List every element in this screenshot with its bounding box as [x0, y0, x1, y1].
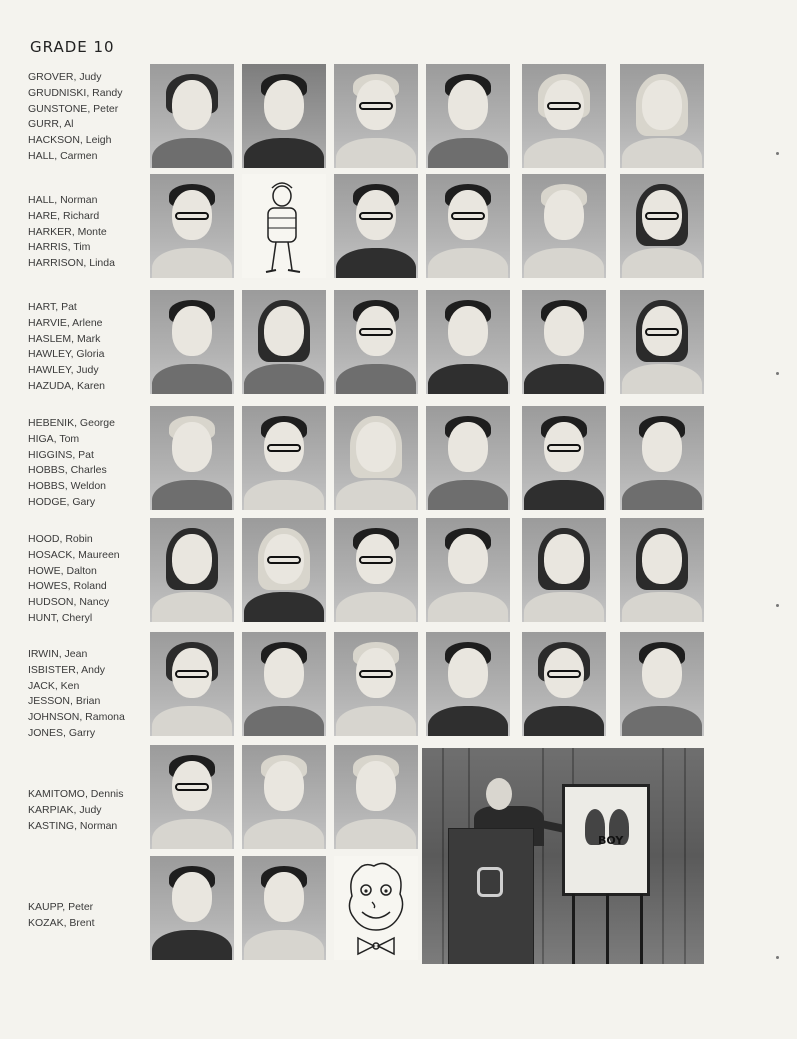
student-portrait: [334, 406, 418, 510]
student-name: HART, Pat: [28, 301, 77, 313]
student-portrait: [150, 856, 234, 960]
student-name: HARE, Richard: [28, 209, 100, 222]
name-list-row-8: [28, 900, 146, 932]
student-name: HAWLEY, Judy: [28, 364, 99, 377]
student-portrait: [150, 518, 234, 622]
student-portrait: [150, 174, 234, 278]
student-name: HOWE, Dalton: [28, 564, 97, 577]
student-name: HUDSON, Nancy: [28, 596, 110, 609]
student-portrait: [426, 174, 510, 278]
podium: [448, 828, 534, 964]
cartoon-placeholder: [242, 174, 326, 278]
student-portrait: [150, 745, 234, 849]
margin-mark: [776, 604, 779, 607]
student-name: HIGA, Tom: [28, 432, 80, 445]
student-name: HOWES, Roland: [28, 580, 107, 593]
student-portrait: [150, 632, 234, 736]
student-name: IRWIN, Jean: [28, 648, 88, 660]
easel-board-text: BOY: [598, 834, 624, 847]
student-portrait: [150, 64, 234, 168]
student-name: HOBBS, Charles: [28, 464, 107, 477]
student-portrait: [334, 290, 418, 394]
student-name: KASTING, Norman: [28, 819, 118, 832]
student-name: KARPIAK, Judy: [28, 803, 102, 816]
student-portrait: [242, 518, 326, 622]
student-portrait: [334, 174, 418, 278]
cartoon-figure-icon: [242, 174, 326, 278]
speaker-stage-photo: [422, 748, 704, 964]
student-portrait: [242, 406, 326, 510]
student-portrait: [620, 290, 704, 394]
name-list-row-7: [28, 787, 146, 834]
student-name: GRUDNISKI, Randy: [28, 86, 123, 99]
name-list-row-1: [28, 70, 146, 165]
student-name: HEBENIK, George: [28, 417, 115, 429]
student-name: HALL, Carmen: [28, 149, 98, 162]
name-list-row-6: [28, 647, 146, 742]
student-portrait: [426, 518, 510, 622]
name-list-row-5: [28, 532, 146, 627]
student-name: HOBBS, Weldon: [28, 480, 107, 493]
student-portrait: [242, 632, 326, 736]
student-portrait: [620, 174, 704, 278]
student-portrait: [620, 632, 704, 736]
student-portrait: [334, 518, 418, 622]
student-name: JOHNSON, Ramona: [28, 711, 125, 724]
student-portrait: [620, 406, 704, 510]
student-portrait: [150, 406, 234, 510]
student-name: HACKSON, Leigh: [28, 134, 112, 147]
student-portrait: [426, 406, 510, 510]
student-name: HAWLEY, Gloria: [28, 348, 105, 361]
student-name: ISBISTER, Andy: [28, 663, 106, 676]
student-portrait: [522, 632, 606, 736]
student-name: JESSON, Brian: [28, 695, 101, 708]
margin-mark: [776, 956, 779, 959]
student-portrait: [242, 856, 326, 960]
student-portrait: [242, 745, 326, 849]
student-name: HUNT, Cheryl: [28, 611, 93, 624]
student-name: HIGGINS, Pat: [28, 448, 94, 461]
student-name: HAZUDA, Karen: [28, 379, 106, 392]
student-portrait: [522, 290, 606, 394]
student-portrait: [334, 745, 418, 849]
student-name: HARVIE, Arlene: [28, 316, 103, 329]
student-name: HARRIS, Tim: [28, 241, 91, 254]
student-portrait: [242, 290, 326, 394]
student-portrait: [620, 64, 704, 168]
student-name: GURR, Al: [28, 118, 74, 131]
student-name: JACK, Ken: [28, 679, 80, 692]
student-portrait: [522, 64, 606, 168]
student-name: KOZAK, Brent: [28, 916, 95, 929]
cartoon-smiley-icon: [334, 856, 418, 960]
name-list-row-3: [28, 300, 146, 395]
podium-logo-icon: [477, 867, 503, 897]
student-name: HARRISON, Linda: [28, 257, 115, 270]
margin-mark: [776, 152, 779, 155]
student-portrait: [522, 518, 606, 622]
student-name: HOOD, Robin: [28, 533, 93, 545]
student-name: JONES, Garry: [28, 726, 96, 739]
student-portrait: [522, 174, 606, 278]
page-title: GRADE 10: [30, 38, 115, 56]
student-name: HODGE, Gary: [28, 495, 96, 508]
student-name: KAMITOMO, Dennis: [28, 788, 124, 800]
margin-mark: [776, 372, 779, 375]
student-portrait: [242, 64, 326, 168]
student-name: HOSACK, Maureen: [28, 548, 120, 561]
student-portrait: [522, 406, 606, 510]
student-name: GROVER, Judy: [28, 71, 102, 83]
student-name: HALL, Norman: [28, 194, 98, 206]
student-portrait: [426, 632, 510, 736]
student-portrait: [426, 64, 510, 168]
name-list-row-4: [28, 416, 146, 511]
student-portrait: [620, 518, 704, 622]
cartoon-placeholder: [334, 856, 418, 960]
student-name: KAUPP, Peter: [28, 901, 94, 913]
student-portrait: [150, 290, 234, 394]
student-name: HASLEM, Mark: [28, 332, 101, 345]
student-portrait: [426, 290, 510, 394]
student-portrait: [334, 632, 418, 736]
student-portrait: [334, 64, 418, 168]
student-name: HARKER, Monte: [28, 225, 107, 238]
student-name: GUNSTONE, Peter: [28, 102, 119, 115]
name-list-row-2: [28, 193, 146, 272]
